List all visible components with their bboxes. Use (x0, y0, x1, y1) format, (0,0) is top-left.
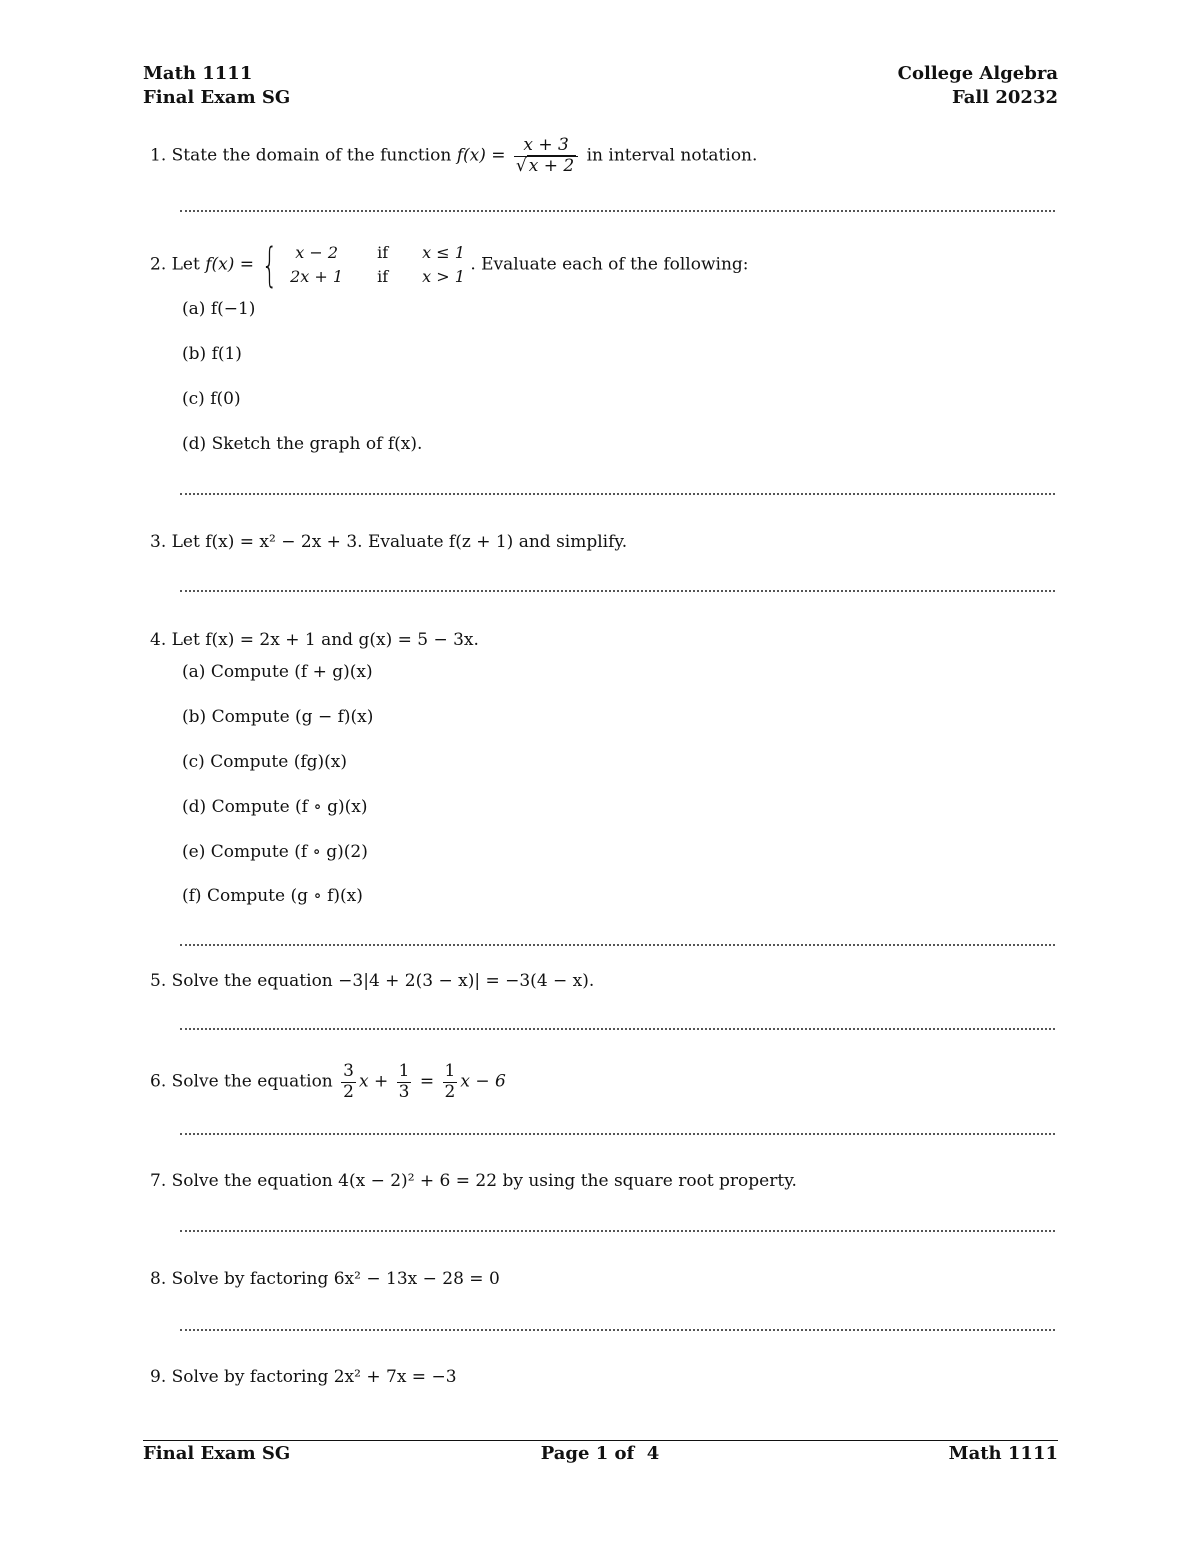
question-text-suffix: . Evaluate each of the following: (470, 254, 749, 275)
part-4b (182, 706, 373, 728)
footer-exam-title: Final Exam SG (143, 1443, 291, 1464)
case-1-condition: x ≤ 1 (422, 243, 465, 262)
question-number: 2. (150, 254, 167, 275)
question-text-suffix: in interval notation. (586, 145, 758, 166)
expression: x + (359, 1071, 389, 1092)
question-7 (150, 1170, 797, 1192)
part-text: Compute (f + g)(x) (210, 662, 373, 682)
numerator: 3 (343, 1061, 354, 1081)
part-label: (c) (182, 752, 205, 772)
denominator (514, 157, 578, 177)
divider (180, 1329, 1055, 1331)
numerator: 1 (398, 1061, 410, 1081)
part-2d (182, 433, 422, 455)
divider (180, 944, 1055, 946)
part-label: (f) (182, 886, 202, 906)
exam-title: Final Exam SG (143, 87, 291, 108)
part-label: (b) (182, 707, 207, 727)
case-2-if: if (377, 267, 389, 286)
question-number: 7. (150, 1171, 167, 1191)
part-4e (182, 841, 368, 863)
question-text: Solve the equation 4(x − 2)² + 6 = 22 by using the square root property. (171, 1171, 797, 1191)
part-label: (d) (182, 434, 207, 454)
function-lhs: f(x) = (456, 145, 506, 166)
part-label: (c) (182, 389, 205, 409)
question-number: 9. (150, 1367, 167, 1387)
part-text: Compute (g ∘ f)(x) (206, 886, 363, 906)
question-text: Let f(x) = x² − 2x + 3. Evaluate f(z + 1) and simplify. (171, 532, 628, 552)
piecewise-cases (290, 242, 465, 288)
radicand: x + 2 (528, 155, 575, 176)
part-2a (182, 298, 255, 320)
question-text: Solve the equation (171, 1071, 333, 1092)
part-2b (182, 343, 242, 365)
part-label: (d) (182, 797, 207, 817)
divider (180, 1028, 1055, 1030)
question-2 (150, 238, 749, 292)
question-number: 6. (150, 1071, 167, 1092)
course-title: Math 1111 (143, 63, 253, 84)
expression: x − 6 (460, 1071, 506, 1092)
part-4c (182, 751, 347, 773)
question-5 (150, 970, 594, 992)
question-9 (150, 1366, 457, 1388)
question-1 (150, 136, 757, 176)
part-label: (b) (182, 344, 207, 364)
part-4f (182, 885, 363, 907)
part-text: f(0) (210, 389, 241, 409)
part-4a (182, 661, 373, 683)
part-2c (182, 388, 241, 410)
divider (180, 210, 1055, 212)
footer-course: Math 1111 (948, 1443, 1058, 1464)
left-brace: { (262, 238, 279, 292)
function-lhs: f(x) = (205, 254, 255, 275)
equals-sign: = (419, 1071, 435, 1092)
part-text: Compute (f ∘ g)(2) (210, 842, 368, 862)
denominator: 2 (343, 1081, 354, 1102)
footer-rule (143, 1440, 1058, 1441)
case-1-expression: x − 2 (295, 243, 338, 262)
denominator: 2 (444, 1081, 456, 1102)
fraction (443, 1062, 458, 1102)
denominator: 3 (398, 1081, 410, 1102)
term-label: Fall 20232 (951, 87, 1058, 108)
divider (180, 590, 1055, 592)
divider (180, 1230, 1055, 1232)
part-text: Compute (f ∘ g)(x) (211, 797, 368, 817)
part-text: f(1) (211, 344, 242, 364)
fraction (341, 1062, 356, 1102)
part-text: Compute (g − f)(x) (211, 707, 374, 727)
part-4d (182, 796, 367, 818)
question-text: Solve by factoring 2x² + 7x = −3 (171, 1367, 457, 1387)
page-number: Page 1 of 4 (540, 1443, 660, 1464)
part-text: Sketch the graph of f(x). (211, 434, 423, 454)
case-2-condition: x > 1 (422, 267, 465, 286)
divider (180, 1133, 1055, 1135)
fraction (397, 1062, 412, 1102)
fraction (514, 136, 578, 176)
question-number: 8. (150, 1269, 167, 1289)
question-number: 4. (150, 630, 167, 650)
square-root: √ x + 2 (515, 155, 575, 176)
question-number: 5. (150, 971, 167, 991)
divider (180, 493, 1055, 495)
question-text: Let f(x) = 2x + 1 and g(x) = 5 − 3x. (171, 630, 479, 650)
case-2-expression: 2x + 1 (290, 267, 344, 286)
numerator: x + 3 (514, 136, 578, 157)
question-3 (150, 531, 627, 553)
question-4 (150, 629, 479, 651)
question-8 (150, 1268, 500, 1290)
question-text: Solve by factoring 6x² − 13x − 28 = 0 (171, 1269, 500, 1289)
part-text: f(−1) (210, 299, 256, 319)
part-text: Compute (fg)(x) (210, 752, 347, 772)
part-label: (a) (182, 662, 206, 682)
question-number: 3. (150, 532, 167, 552)
part-label: (a) (182, 299, 206, 319)
case-1-if: if (377, 243, 389, 262)
question-6 (150, 1062, 506, 1102)
question-number: 1. (150, 145, 167, 166)
part-label: (e) (182, 842, 206, 862)
subject-title: College Algebra (897, 63, 1058, 84)
question-text: Solve the equation −3|4 + 2(3 − x)| = −3(4 − x). (171, 971, 595, 991)
question-text: Let (171, 254, 200, 275)
question-text: State the domain of the function (171, 145, 452, 166)
numerator: 1 (444, 1061, 456, 1081)
